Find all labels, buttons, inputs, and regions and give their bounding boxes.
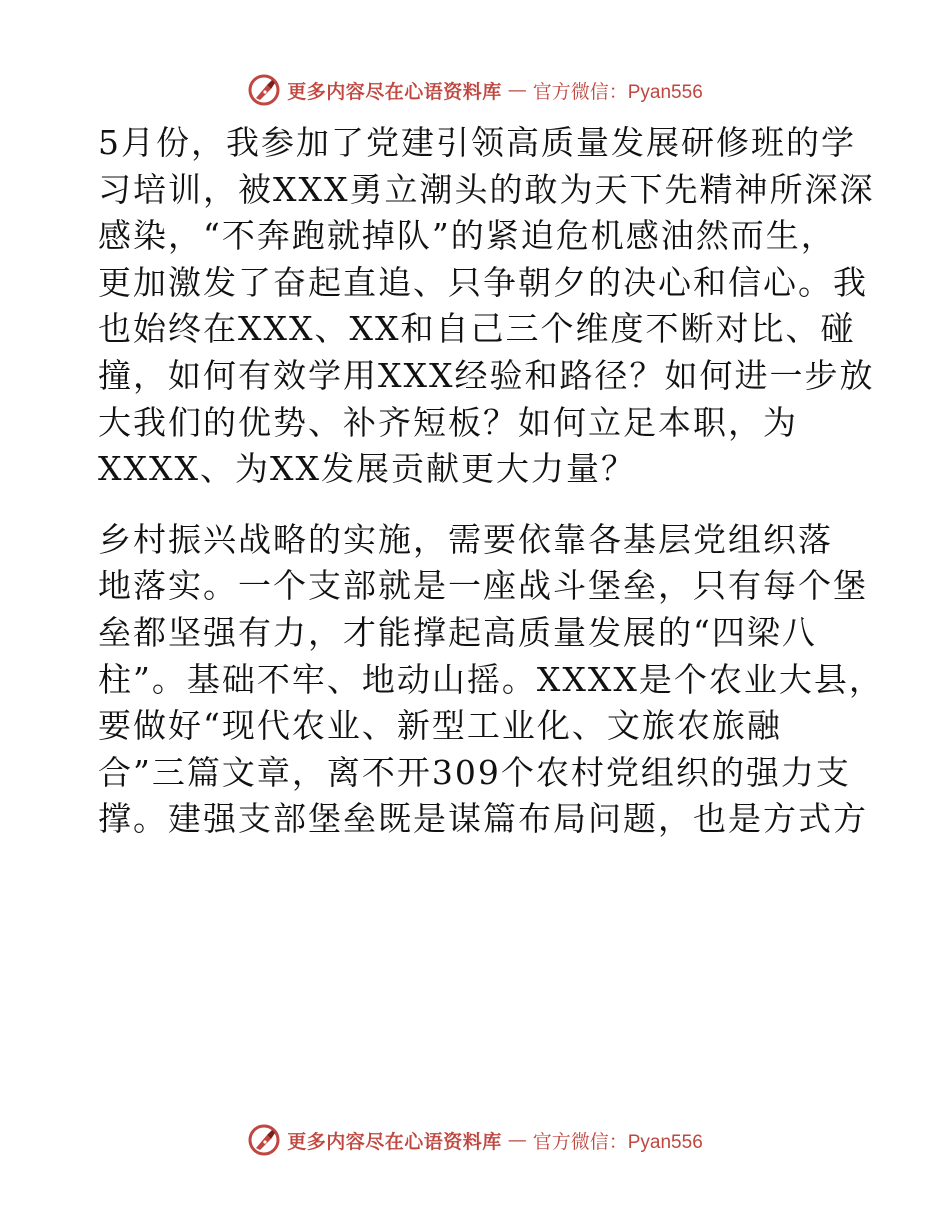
text-line: 乡村振兴战略的实施，需要依靠各基层党组织落	[98, 519, 833, 559]
header-banner-contact: 官方微信：Pyan556	[532, 81, 703, 103]
header-banner-text: 更多内容尽在心语资料库	[287, 80, 502, 103]
footer-banner-contact: 官方微信：Pyan556	[532, 1131, 703, 1153]
text-line: 地落实。一个支部就是一座战斗堡垒，只有每个堡	[98, 566, 868, 606]
text-line: XXXX、为XX发展贡献更大力量？	[98, 449, 636, 489]
paragraph-1	[98, 120, 875, 493]
text-line: 大我们的优势、补齐短板？如何立足本职，为	[98, 402, 798, 442]
text-line: 要做好“现代农业、新型工业化、文旅农旅融	[98, 706, 782, 746]
paragraph-2	[98, 517, 884, 843]
text-line: 柱”。基础不牢、地动山摇。XXXX是个农业大县，	[98, 659, 884, 699]
pen-logo-icon	[247, 73, 281, 107]
text-line: 习培训，被XXX勇立潮头的敢为天下先精神所深深	[98, 169, 875, 209]
text-line: 更加激发了奋起直追、只争朝夕的决心和信心。我	[98, 262, 868, 302]
text-line: 也始终在XXX、XX和自己三个维度不断对比、碰	[98, 309, 856, 349]
text-line: 撑。建强支部堡垒既是谋篇布局问题，也是方式方	[98, 799, 868, 839]
text-line: 撞，如何有效学用XXX经验和路径？如何进一步放	[98, 355, 875, 395]
pen-logo-icon	[247, 1123, 281, 1157]
text-line: 垒都坚强有力，才能撑起高质量发展的“四梁八	[98, 612, 817, 652]
footer-banner-text: 更多内容尽在心语资料库	[287, 1130, 502, 1153]
header-banner-separator: —	[507, 79, 527, 101]
header-banner	[0, 70, 950, 110]
text-line: 感染，“不奔跑就掉队”的紧迫危机感油然而生，	[98, 216, 836, 256]
footer-banner-separator: —	[507, 1129, 527, 1151]
text-line: 5月份，我参加了党建引领高质量发展研修班的学	[98, 123, 856, 162]
footer-banner	[0, 1120, 950, 1160]
text-line: 合”三篇文章，离不开309个农村党组织的强力支	[98, 752, 851, 792]
document-body	[98, 120, 884, 843]
